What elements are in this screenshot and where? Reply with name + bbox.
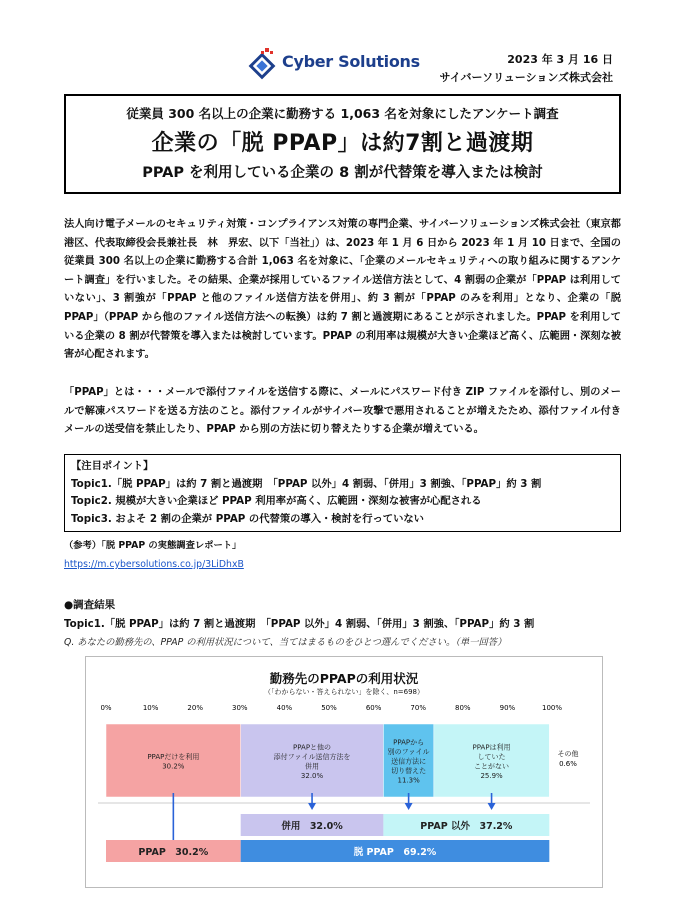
segment-label: 30.2%: [162, 762, 185, 771]
tick-label: 10%: [142, 704, 159, 712]
point-item: Topic1.「脱 PPAP」は約 7 割と過渡期 「PPAP 以外」4 割弱、「併用」3 割強、「PPAP」約 3 割: [71, 477, 542, 490]
highlight-points-box: [64, 454, 621, 532]
title-box: [64, 94, 621, 194]
segment-label: PPAPだけを利用: [147, 752, 200, 761]
header-date-company: [440, 51, 613, 87]
company-name: サイバーソリューションズ株式会社: [439, 71, 613, 84]
segment-label: 0.6%: [559, 760, 577, 768]
segment-label: PPAPは利用: [472, 743, 511, 752]
title-line3: PPAP を利用している企業の 8 割が代替策を導入または検討: [142, 165, 543, 181]
segment-label: 送信方法に: [391, 757, 427, 766]
tick-label: 20%: [187, 704, 203, 712]
title-line1: 従業員 300 名以上の企業に勤務する 1,063 名を対象にしたアンケート調査: [126, 106, 559, 121]
tick-label: 30%: [232, 704, 248, 712]
arrow-head-icon: [308, 803, 316, 810]
segment-label: ことがない: [474, 762, 510, 771]
point-item: Topic3. およそ 2 割の企業が PPAP の代替策の導入・検討を行っていない: [71, 512, 424, 525]
segment-label: その他: [557, 750, 579, 758]
tick-label: 90%: [499, 704, 516, 712]
group-label: PPAP 30.2%: [138, 847, 209, 858]
tick-label: 60%: [365, 704, 382, 712]
results-heading: ●調査結果: [64, 599, 116, 611]
tick-label: 100%: [541, 704, 563, 712]
group-label: PPAP 以外 37.2%: [420, 821, 513, 832]
arrow-head-icon: [488, 803, 496, 810]
chart-subtitle: （「わからない・答えられない」を除く、n=698）: [263, 688, 425, 696]
tick-label: 70%: [410, 704, 426, 712]
chart-title: 勤務先のPPAPの利用状況: [269, 671, 419, 686]
segment-label: 別のファイル: [387, 748, 430, 756]
arrow-head-icon: [405, 803, 413, 810]
results-topic: Topic1.「脱 PPAP」は約 7 割と過渡期 「PPAP 以外」4 割弱、「併用」3 割強、「PPAP」約 3 割: [64, 618, 535, 630]
segment-label: 併用: [305, 762, 320, 771]
reference-label: （参考）「脱 PPAP の実態調査レポート」: [64, 540, 242, 551]
tick-label: 50%: [321, 704, 337, 712]
logo-text: Cyber Solutions: [282, 52, 420, 71]
group-label: 併用 32.0%: [281, 821, 343, 832]
tick-label: 80%: [455, 704, 471, 712]
chart-svg: [86, 657, 602, 887]
segment-label: 11.3%: [397, 776, 420, 785]
segment-label: 添付ファイル送信方法を: [273, 752, 351, 761]
segment-label: 32.0%: [300, 771, 324, 780]
group-label: 脱 PPAP 69.2%: [353, 847, 437, 858]
release-date: 2023 年 3 月 16 日: [507, 53, 613, 66]
segment-label: PPAPと他の: [293, 743, 332, 752]
reference-link[interactable]: https://m.cybersolutions.co.jp/3LiDhxB: [64, 559, 244, 570]
segment-label: 切り替えた: [391, 767, 427, 775]
segment-label: PPAPから: [393, 738, 425, 747]
point-item: Topic2. 規模が大きい企業ほど PPAP 利用率が高く、広範囲・深刻な被害が心配される: [71, 495, 482, 507]
page-title: 企業の「脱 PPAP」は約7割と過渡期: [151, 131, 534, 156]
tick-label: 40%: [276, 704, 293, 712]
chart-container: [85, 656, 603, 888]
segment-label: 25.9%: [480, 771, 503, 780]
ppap-definition-paragraph: 「PPAP」とは・・・メールで添付ファイルを送信する際に、メールにパスワード付き ZIP ファイルを添付し、別のメールで解凍パスワードを送る方法のこと。添付ファイルがサイバー攻撃で悪用されることが増えたため、添付ファイル付きメールの送受信を禁止したり、PPAP から別の方法に切り替えたりする企業が増えている。: [64, 387, 621, 436]
segment-label: していた: [477, 752, 506, 761]
points-heading: 【注目ポイント】: [71, 460, 154, 472]
tick-label: 0%: [100, 704, 112, 712]
intro-paragraph: 法人向け電子メールのセキュリティ対策・コンプライアンス対策の専門企業、サイバーソリューションズ株式会社（東京都港区、代表取締役会長兼社長 林 界宏、以下「当社」）は、2023 年 1 月 6 日から 2023 年 1 月 10 日まで、全国の従業員 300 名以上の企業に勤務する合計 1,063 名を対象に、「企業のメールセキュリティへの取り組みに関するアンケート調査」を行いました。その結果、企業が採用しているファイル送信方法として、4 割弱の企業が「PPAP は利用していない」、3 割強が「PPAP と他のファイル送信方法を併用」、約 3 割が「PPAP のみを利用」となり、企業の「脱 PPAP」（PPAP から他のファイル送信方法への転換）は約 7 割と過渡期にあることが示されました。PPAP を利用している企業の 8 割が代替策を導入または検討しています。PPAP の利用率は規模が大きい企業ほど高く、広範囲・深刻な被害が心配されます。: [64, 219, 621, 361]
logo-mark-icon: [251, 48, 274, 77]
survey-question: Q. あなたの勤務先の、PPAP の利用状況について、当てはまるものをひとつ選んでください。（単一回答）: [64, 637, 507, 648]
